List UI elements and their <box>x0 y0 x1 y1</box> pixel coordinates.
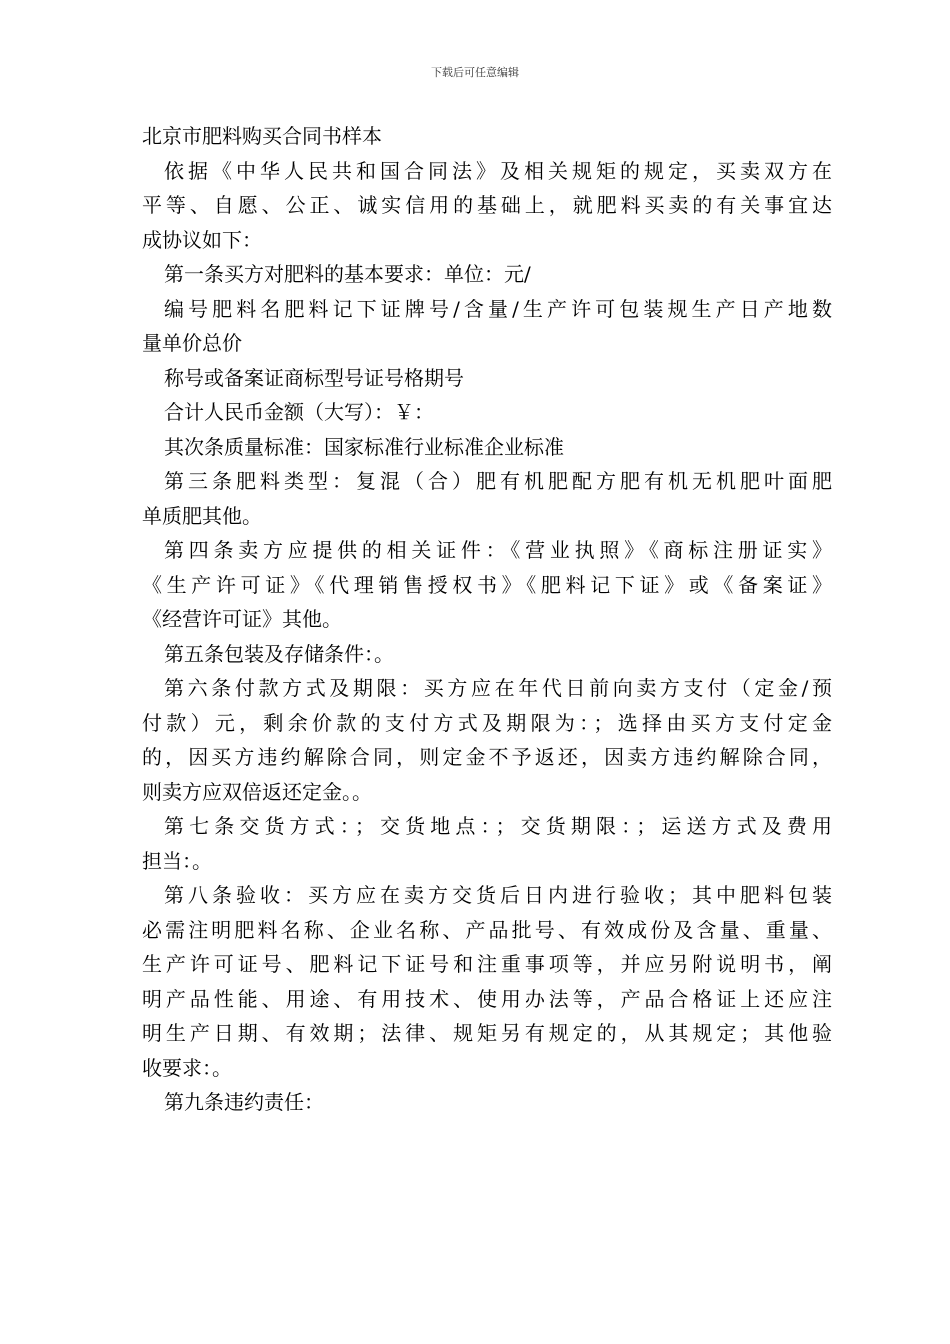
paragraph-line: 则卖方应双倍返还定金。。 <box>142 779 372 804</box>
paragraph-line: 单质肥其他。 <box>142 503 262 528</box>
paragraph-line: 明生产日期、有效期；法律、规矩另有规定的，从其规定；其他验 <box>142 1021 832 1045</box>
paragraph-line: 编号肥料名肥料记下证牌号/含量/生产许可包装规生产日产地数 <box>164 296 832 321</box>
paragraph-line: 《生产许可证》《代理销售授权书》《肥料记下证》或《备案证》 <box>142 572 832 597</box>
paragraph-line: 第六条付款方式及期限：买方应在年代日前向卖方支付（定金/预 <box>164 676 832 700</box>
paragraph-line: 第五条包装及存储条件：。 <box>164 641 394 666</box>
paragraph-line: 《经营许可证》其他。 <box>142 607 342 631</box>
paragraph-line: 称号或备案证商标型号证号格期号 <box>164 365 464 390</box>
paragraph-line: 量单价总价 <box>142 331 242 355</box>
paragraph-line: 收要求：。 <box>142 1055 232 1080</box>
paragraph-line: 的，因买方违约解除合同，则定金不予返还，因卖方违约解除合同， <box>142 745 832 769</box>
paragraph-line: 平等、自愿、公正、诚实信用的基础上，就肥料买卖的有关事宜达 <box>142 193 832 217</box>
paragraph-line: 依据《中华人民共和国合同法》及相关规矩的规定，买卖双方在 <box>164 158 832 183</box>
paragraph-line: 明产品性能、用途、有用技术、使用办法等，产品合格证上还应注 <box>142 986 832 1011</box>
paragraph-line: 成协议如下： <box>142 227 262 252</box>
paragraph-line: 第八条验收：买方应在卖方交货后日内进行验收；其中肥料包装 <box>164 883 832 907</box>
paragraph-line: 第九条违约责任： <box>164 1090 324 1114</box>
paragraph-line: 第四条卖方应提供的相关证件：《营业执照》《商标注册证实》 <box>164 538 832 562</box>
paragraph-line: 担当：。 <box>142 848 212 873</box>
paragraph-line: 付款）元，剩余价款的支付方式及期限为：；选择由买方支付定金 <box>142 710 832 735</box>
paragraph-line: 必需注明肥料名称、企业名称、产品批号、有效成份及含量、重量、 <box>142 917 832 942</box>
paragraph-line: 生产许可证号、肥料记下证号和注重事项等，并应另附说明书，阐 <box>142 952 832 976</box>
paragraph-line: 其次条质量标准：国家标准行业标准企业标准 <box>164 434 564 459</box>
page-header-note: 下载后可任意编辑 <box>431 66 519 79</box>
document-body <box>142 119 832 1120</box>
document-title: 北京市肥料购买合同书样本 <box>142 124 382 148</box>
paragraph-line: 第七条交货方式：；交货地点：；交货期限：；运送方式及费用 <box>164 814 832 838</box>
paragraph-line: 第三条肥料类型：复混（合）肥有机肥配方肥有机无机肥叶面肥 <box>164 469 832 493</box>
paragraph-line: 第一条买方对肥料的基本要求：单位：元/ <box>164 262 531 286</box>
paragraph-line: 合计人民币金额（大写）：￥： <box>164 400 434 424</box>
